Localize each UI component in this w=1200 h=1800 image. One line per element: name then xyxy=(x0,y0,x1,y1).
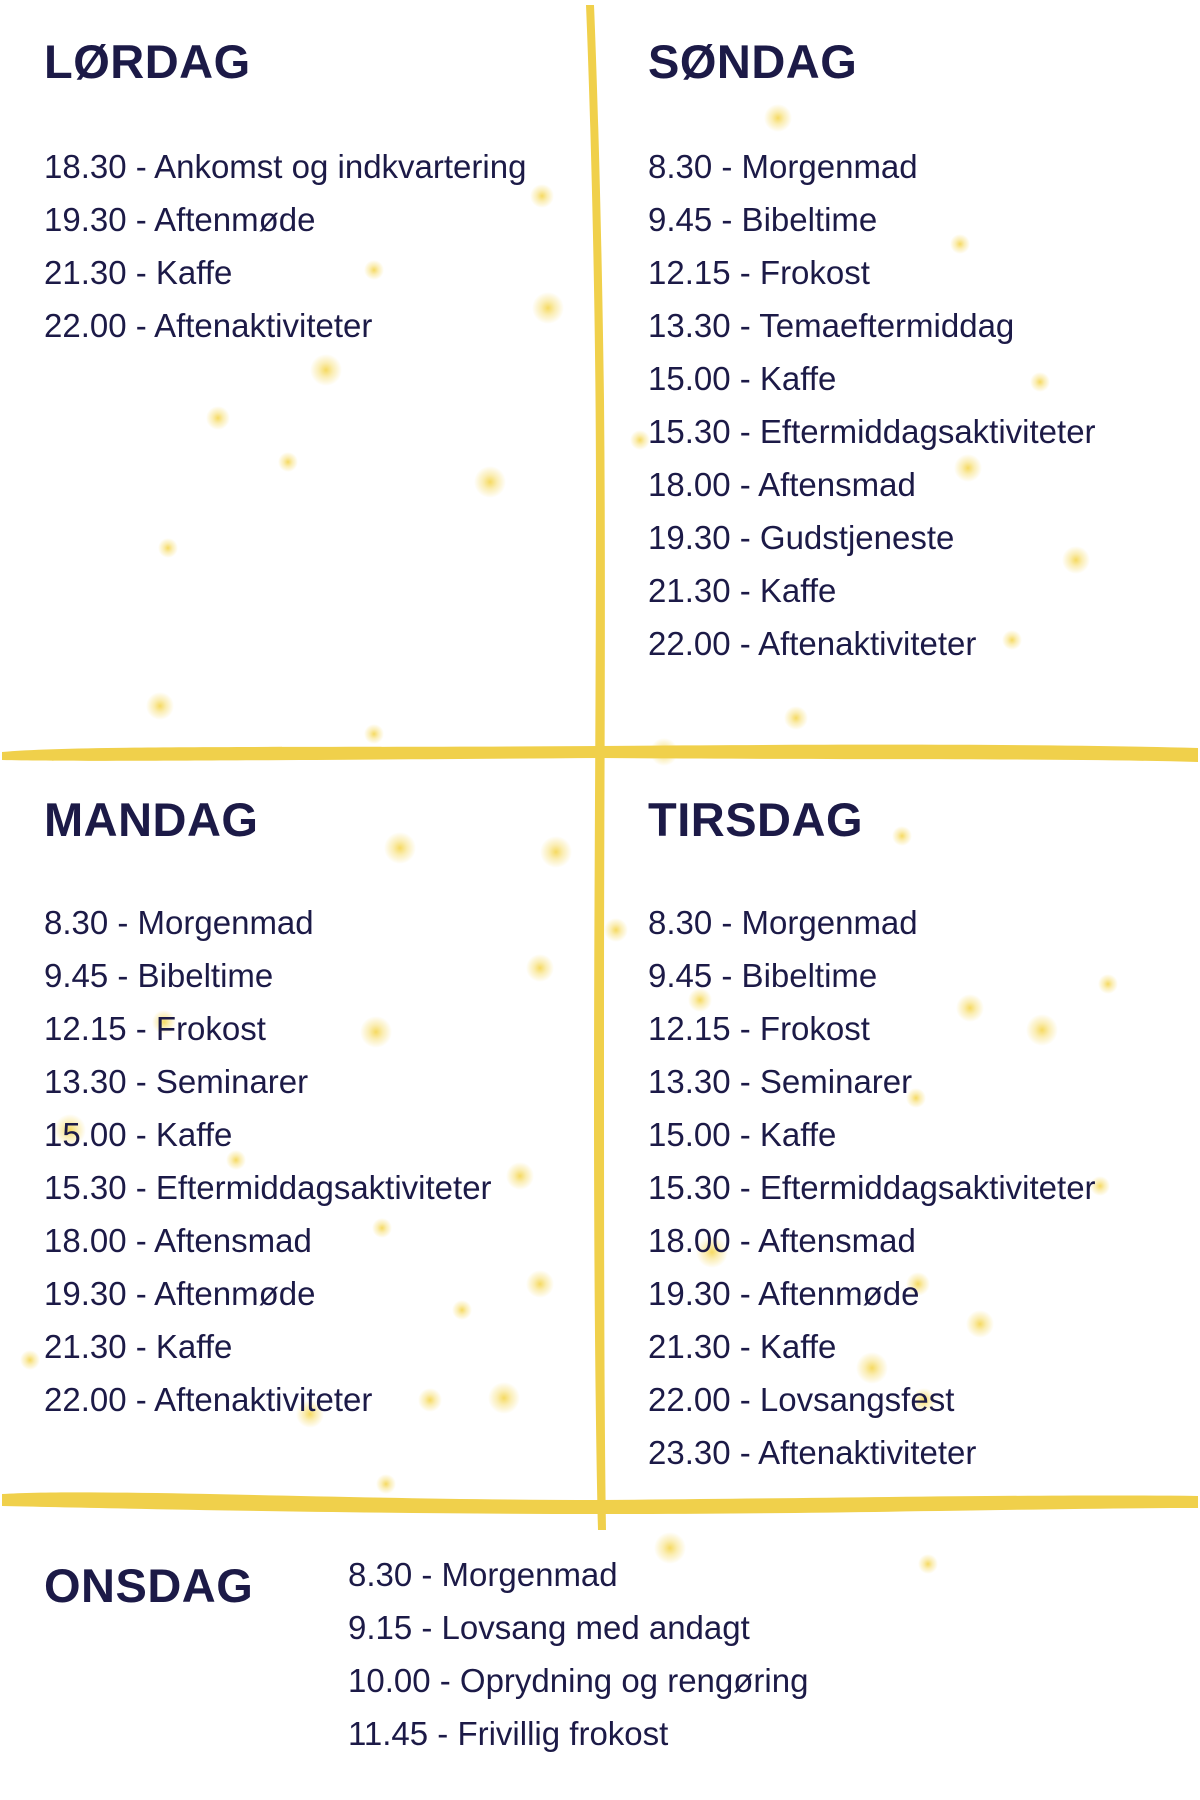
schedule-item: 13.30 - Temaeftermiddag xyxy=(648,307,1015,344)
schedule-item: 18.00 - Aftensmad xyxy=(648,1222,916,1259)
schedule-item: 21.30 - Kaffe xyxy=(648,1328,837,1365)
schedule-item: 8.30 - Morgenmad xyxy=(648,904,918,941)
schedule-item: 19.30 - Aftenmøde xyxy=(648,1275,920,1312)
schedule-item: 9.45 - Bibeltime xyxy=(44,957,274,994)
schedule-item: 8.30 - Morgenmad xyxy=(44,904,314,941)
schedule-item: 13.30 - Seminarer xyxy=(44,1063,309,1100)
schedule-item: 8.30 - Morgenmad xyxy=(348,1556,618,1593)
schedule-item: 11.45 - Frivillig frokost xyxy=(348,1715,669,1752)
schedule-item: 12.15 - Frokost xyxy=(648,254,870,291)
schedule-item: 21.30 - Kaffe xyxy=(44,254,233,291)
schedule-list-sondag xyxy=(648,140,1096,670)
schedule-item: 15.30 - Eftermiddagsaktiviteter xyxy=(648,413,1096,450)
schedule-item: 19.30 - Gudstjeneste xyxy=(648,519,955,556)
schedule-item: 15.00 - Kaffe xyxy=(44,1116,233,1153)
day-heading-sondag: SØNDAG xyxy=(648,35,858,88)
schedule-item: 21.30 - Kaffe xyxy=(648,572,837,609)
schedule-item: 15.00 - Kaffe xyxy=(648,360,837,397)
schedule-list-tirsdag xyxy=(648,896,1096,1479)
schedule-item: 12.15 - Frokost xyxy=(648,1010,870,1047)
schedule-item: 10.00 - Oprydning og rengøring xyxy=(348,1662,809,1699)
schedule-item: 15.30 - Eftermiddagsaktiviteter xyxy=(44,1169,492,1206)
schedule-item: 22.00 - Aftenaktiviteter xyxy=(648,625,977,662)
schedule-item: 9.15 - Lovsang med andagt xyxy=(348,1609,750,1646)
schedule-item: 18.00 - Aftensmad xyxy=(648,466,916,503)
schedule-item: 18.30 - Ankomst og indkvartering xyxy=(44,148,527,185)
schedule-list-mandag xyxy=(44,896,492,1426)
schedule-item: 8.30 - Morgenmad xyxy=(648,148,918,185)
schedule-item: 23.30 - Aftenaktiviteter xyxy=(648,1434,977,1471)
schedule-item: 15.00 - Kaffe xyxy=(648,1116,837,1153)
day-heading-tirsdag: TIRSDAG xyxy=(648,793,863,846)
schedule-item: 19.30 - Aftenmøde xyxy=(44,1275,316,1312)
day-heading-lordag: LØRDAG xyxy=(44,35,251,88)
day-panel-mandag xyxy=(44,793,492,1426)
day-panel-tirsdag xyxy=(648,793,1096,1479)
schedule-item: 15.30 - Eftermiddagsaktiviteter xyxy=(648,1169,1096,1206)
schedule-item: 21.30 - Kaffe xyxy=(44,1328,233,1365)
schedule-item: 18.00 - Aftensmad xyxy=(44,1222,312,1259)
schedule-item: 9.45 - Bibeltime xyxy=(648,201,878,238)
schedule-item: 9.45 - Bibeltime xyxy=(648,957,878,994)
schedule-item: 22.00 - Aftenaktiviteter xyxy=(44,307,373,344)
schedule-item: 12.15 - Frokost xyxy=(44,1010,266,1047)
schedule-list-lordag xyxy=(44,140,526,352)
schedule-item: 22.00 - Lovsangsfest xyxy=(648,1381,955,1418)
day-panel-lordag xyxy=(44,35,527,352)
schedule-item: 22.00 - Aftenaktiviteter xyxy=(44,1381,373,1418)
day-heading-mandag: MANDAG xyxy=(44,793,259,846)
day-panel-onsdag xyxy=(44,1559,254,1612)
schedule-item: 13.30 - Seminarer xyxy=(648,1063,913,1100)
day-panel-sondag xyxy=(648,35,1096,670)
day-panel-onsdag-schedule xyxy=(348,1548,808,1760)
day-heading-onsdag: ONSDAG xyxy=(44,1559,254,1612)
vertical-divider-line xyxy=(586,5,606,1530)
schedule-list-onsdag xyxy=(348,1548,808,1760)
schedule-item: 19.30 - Aftenmøde xyxy=(44,201,316,238)
